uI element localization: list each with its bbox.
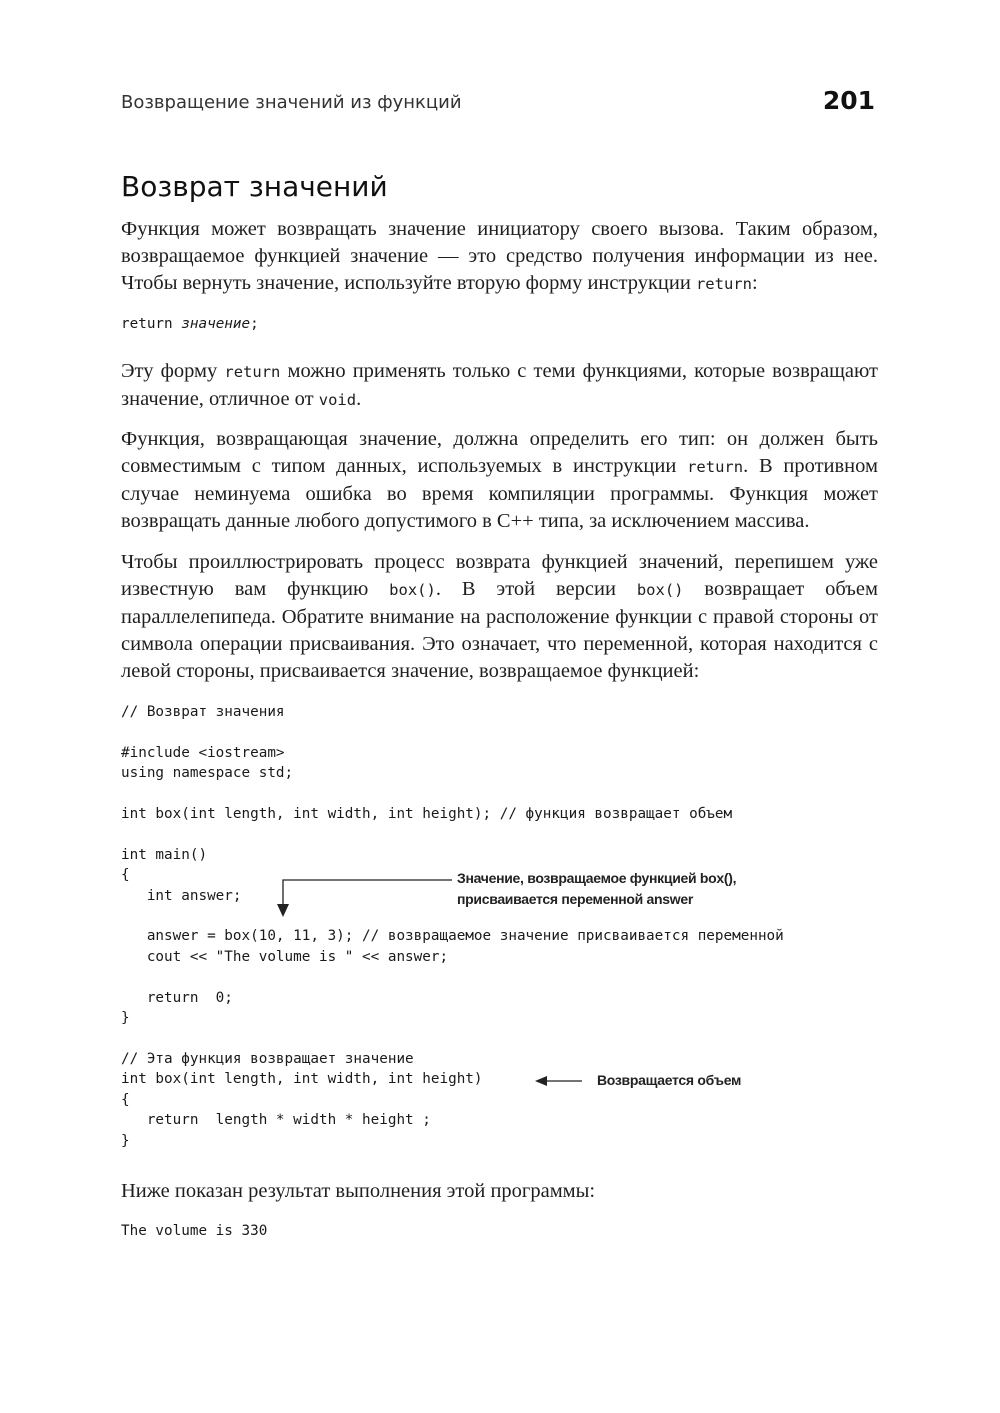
returns-callout-arrow [535,1076,582,1086]
code-line: // Возврат значения [121,704,285,720]
running-head: Возвращение значений из функций [121,92,462,113]
code-line: return 0; [121,989,233,1006]
code-line: using namespace std; [121,765,294,782]
code-line: } [121,1132,130,1149]
code-line: { [121,1091,130,1108]
code-line: int answer; [121,887,242,904]
annotation-assign-line1: Значение, возвращаемое функцией box(), [457,870,737,886]
section-title: Возврат значений [121,170,388,203]
paragraph-return-form: Эту форму return можно применять только с теми функциями, которые возвращают значение, отличное от void. [121,360,878,410]
assign-callout-arrow [277,880,452,917]
page-number: 201 [822,86,875,115]
code-line: } [121,1010,130,1027]
paragraph-box-example: Чтобы проиллюстрировать процесс возврата функцией значений, перепишем уже известную вам функцию box(). В этой версии box() возвращает объем параллелепипеда. Обратите внимание на расположение функции с правой стороны от символа операции присваивания. Это означает, что переменной, которая находится с левой стороны, присваивается значение, возвращаемое функцией: [121,551,878,682]
paragraph-return-type: Функция, возвращающая значение, должна определить его тип: он должен быть совместимым с типом данных, используемых в инструкции return. В противном случае неминуема ошибка во время компиляции программы. Функция может возвращать данные любого допустимого в С++ типа, за исключением массива. [121,428,878,532]
code-line: { [121,867,130,884]
code-line: int box(int length, int width, int height) [121,1071,483,1088]
program-output: The volume is 330 [121,1223,268,1239]
annotation-assign [457,868,736,910]
code-line: // Эта функция возвращает значение [121,1050,414,1067]
paragraph-result: Ниже показан результат выполнения этой программы: [121,1180,596,1202]
code-return-syntax: return значение; [121,316,259,332]
code-line: int main() [121,846,208,863]
code-line: return length * width * height ; [121,1112,431,1129]
annotation-assign-line2: присваивается переменной answer [457,891,693,907]
paragraph-intro: Функция может возвращать значение инициатору своего вызова. Таким образом, возвращаемое функцией значение — это средство получения информации из нее. Чтобы вернуть значение, используйте вторую форму инструкции return: [121,218,878,294]
code-line: int box(int length, int width, int height); // функция возвращает объем [121,806,733,823]
code-line: cout << "The volume is " << answer; [121,948,449,965]
code-line: #include <iostream> [121,744,285,761]
annotation-returns: Возвращается объем [597,1072,742,1088]
code-line: answer = box(10, 11, 3); // возвращаемое значение присваивается переменной [121,928,784,945]
